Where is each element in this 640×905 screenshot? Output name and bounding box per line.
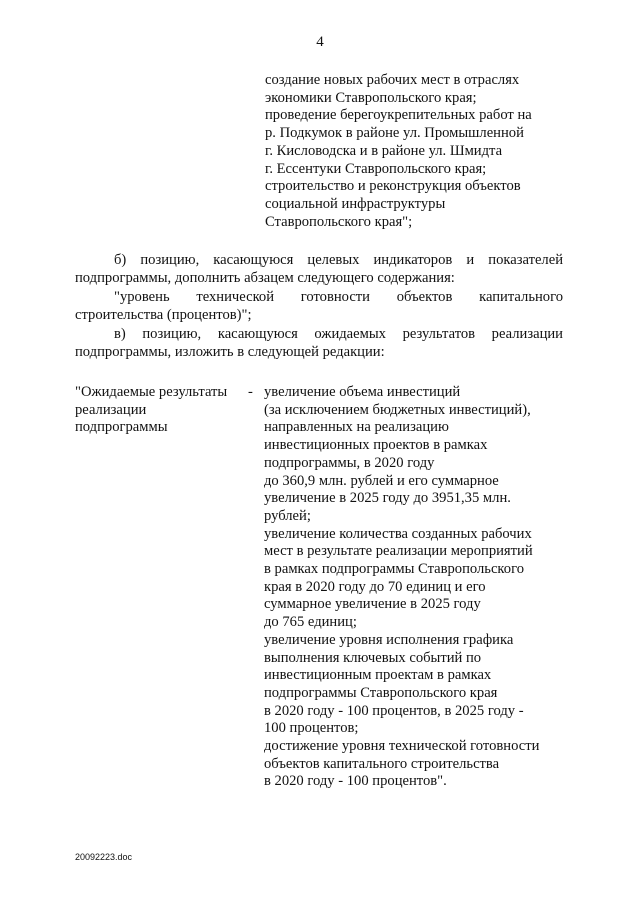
results-line: мест в результате реализации мероприятий (264, 543, 533, 560)
quote-indicator (75, 288, 563, 324)
text-line: проведение берегоукрепительных работ на (265, 107, 532, 124)
label-line: реализации (75, 401, 147, 418)
results-line: увеличение объема инвестиций (264, 384, 461, 400)
paragraph-v (75, 325, 563, 361)
results-line: увеличение уровня исполнения графика (264, 631, 514, 648)
results-line: края в 2020 году до 70 единиц и его (264, 578, 486, 595)
results-line: направленных на реализацию (264, 419, 449, 436)
results-line: 100 процентов; (264, 720, 359, 737)
page-number: 4 (316, 34, 324, 50)
results-line: до 360,9 млн. рублей и его суммарное (264, 472, 499, 489)
results-line: в рамках подпрограммы Ставропольского (264, 561, 524, 578)
label-line: подпрограммы (75, 419, 168, 436)
paragraph-b (75, 251, 563, 287)
paragraph-line: в) позицию, касающуюся ожидаемых результатов реализации (114, 326, 563, 342)
results-line: подпрограммы, в 2020 году (264, 454, 435, 471)
results-line: (за исключением бюджетных инвестиций), (264, 401, 531, 418)
results-line: инвестиционным проектам в рамках (264, 667, 492, 684)
paragraph-line: б) позицию, касающуюся целевых индикаторов и показателей (114, 252, 563, 268)
results-text (264, 384, 539, 791)
paragraph-line: строительства (процентов)"; (75, 307, 252, 323)
text-line: Ставропольского края"; (265, 213, 413, 230)
footer-filename: 20092223.doc (75, 852, 133, 862)
results-line: объектов капитального строительства (264, 755, 500, 772)
paragraph-line: "уровень технической готовности объектов капитального (114, 289, 563, 305)
text-line: г. Ессентуки Ставропольского края; (265, 160, 487, 177)
text-line: экономики Ставропольского края; (265, 89, 477, 106)
results-line: подпрограммы Ставропольского края (264, 684, 498, 701)
top-block (265, 72, 532, 231)
results-line: рублей; (264, 507, 311, 524)
text-line: р. Подкумок в районе ул. Промышленной (265, 125, 524, 142)
results-line: увеличение в 2025 году до 3951,35 млн. (264, 490, 511, 507)
text-line: создание новых рабочих мест в отраслях (265, 72, 520, 88)
label-line: "Ожидаемые результаты (75, 384, 228, 400)
paragraph-line: подпрограммы, дополнить абзацем следующего содержания: (75, 270, 455, 286)
results-line: в 2020 году - 100 процентов, в 2025 году - (264, 702, 524, 719)
results-dash: - (248, 384, 253, 400)
results-line: инвестиционных проектов в рамках (264, 437, 488, 454)
results-line: суммарное увеличение в 2025 году (264, 596, 481, 613)
text-line: г. Кисловодска и в районе ул. Шмидта (265, 142, 503, 159)
text-line: социальной инфраструктуры (265, 195, 446, 212)
results-line: до 765 единиц; (264, 614, 357, 631)
text-line: строительство и реконструкция объектов (265, 178, 521, 195)
results-line: в 2020 году - 100 процентов". (264, 773, 447, 790)
results-line: выполнения ключевых событий по (264, 649, 482, 666)
results-label (75, 384, 227, 437)
results-line: увеличение количества созданных рабочих (264, 525, 532, 542)
paragraph-line: подпрограммы, изложить в следующей редакции: (75, 344, 385, 360)
results-line: достижение уровня технической готовности (264, 738, 540, 755)
